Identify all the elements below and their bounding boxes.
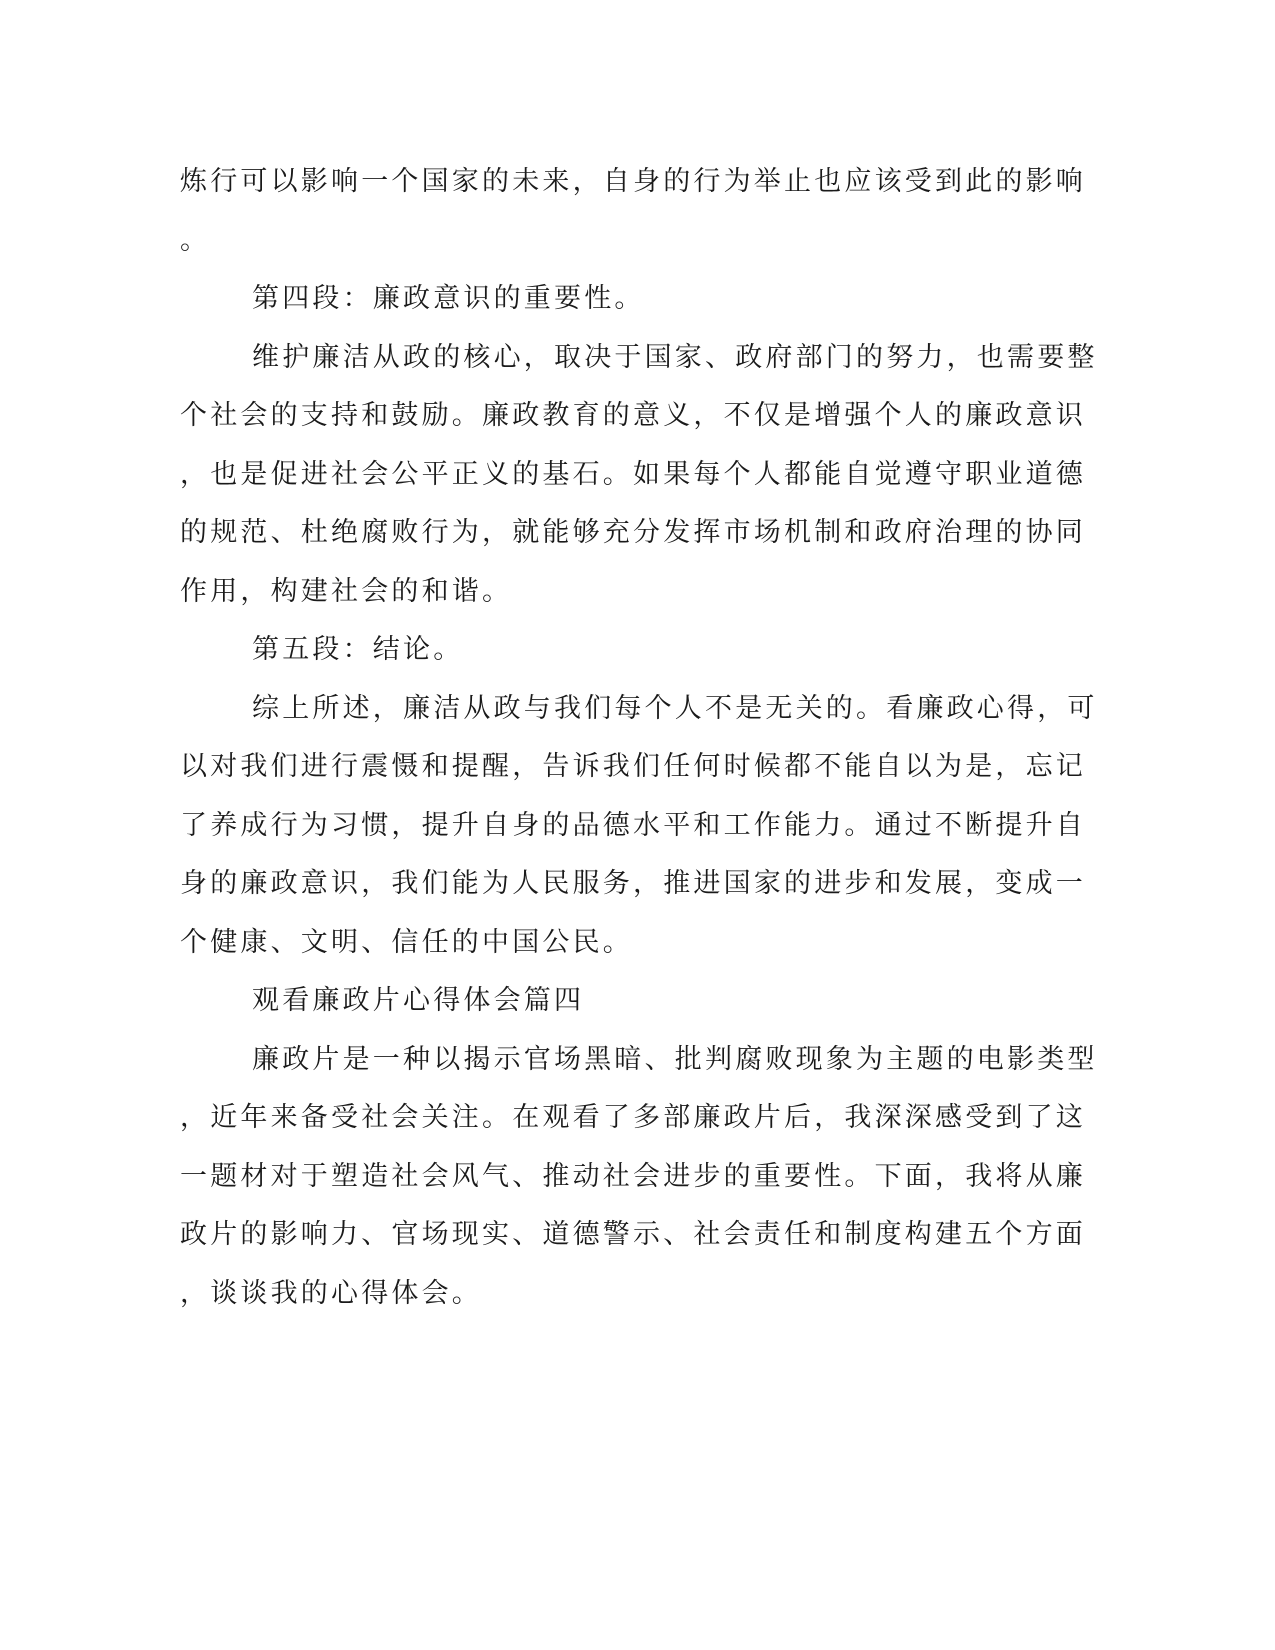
- text-line-6: ，也是促进社会公平正义的基石。如果每个人都能自觉遵守职业道德: [180, 459, 1086, 490]
- text-line-19: 政片的影响力、官场现实、道德警示、社会责任和制度构建五个方面: [180, 1219, 1086, 1250]
- text-line-20: ，谈谈我的心得体会。: [180, 1278, 482, 1309]
- text-line-10: 综上所述，廉洁从政与我们每个人不是无关的。看廉政心得，可: [252, 693, 1098, 724]
- text-line-7: 的规范、杜绝腐败行为，就能够充分发挥市场机制和政府治理的协同: [180, 517, 1086, 548]
- text-line-17: ，近年来备受社会关注。在观看了多部廉政片后，我深深感受到了这: [180, 1102, 1086, 1133]
- article-title: 观看廉政片心得体会篇四: [252, 985, 585, 1016]
- text-line-11: 以对我们进行震慑和提醒，告诉我们任何时候都不能自以为是，忘记: [180, 751, 1086, 782]
- text-line-12: 了养成行为习惯，提升自身的品德水平和工作能力。通过不断提升自: [180, 810, 1086, 841]
- text-line-8: 作用，构建社会的和谐。: [180, 576, 513, 607]
- text-line-1: 炼行可以影响一个国家的未来，自身的行为举止也应该受到此的影响: [180, 166, 1086, 197]
- text-line-4: 维护廉洁从政的核心，取决于国家、政府部门的努力，也需要整: [252, 342, 1098, 373]
- text-line-14: 个健康、文明、信任的中国公民。: [180, 927, 633, 958]
- section-heading-4: 第四段：廉政意识的重要性。: [252, 283, 645, 314]
- text-line-13: 身的廉政意识，我们能为人民服务，推进国家的进步和发展，变成一: [180, 868, 1086, 899]
- text-line-2: 。: [180, 225, 211, 256]
- text-line-16: 廉政片是一种以揭示官场黑暗、批判腐败现象为主题的电影类型: [252, 1044, 1098, 1075]
- section-heading-5: 第五段：结论。: [252, 634, 464, 665]
- text-line-18: 一题材对于塑造社会风气、推动社会进步的重要性。下面，我将从廉: [180, 1161, 1086, 1192]
- text-line-5: 个社会的支持和鼓励。廉政教育的意义，不仅是增强个人的廉政意识: [180, 400, 1086, 431]
